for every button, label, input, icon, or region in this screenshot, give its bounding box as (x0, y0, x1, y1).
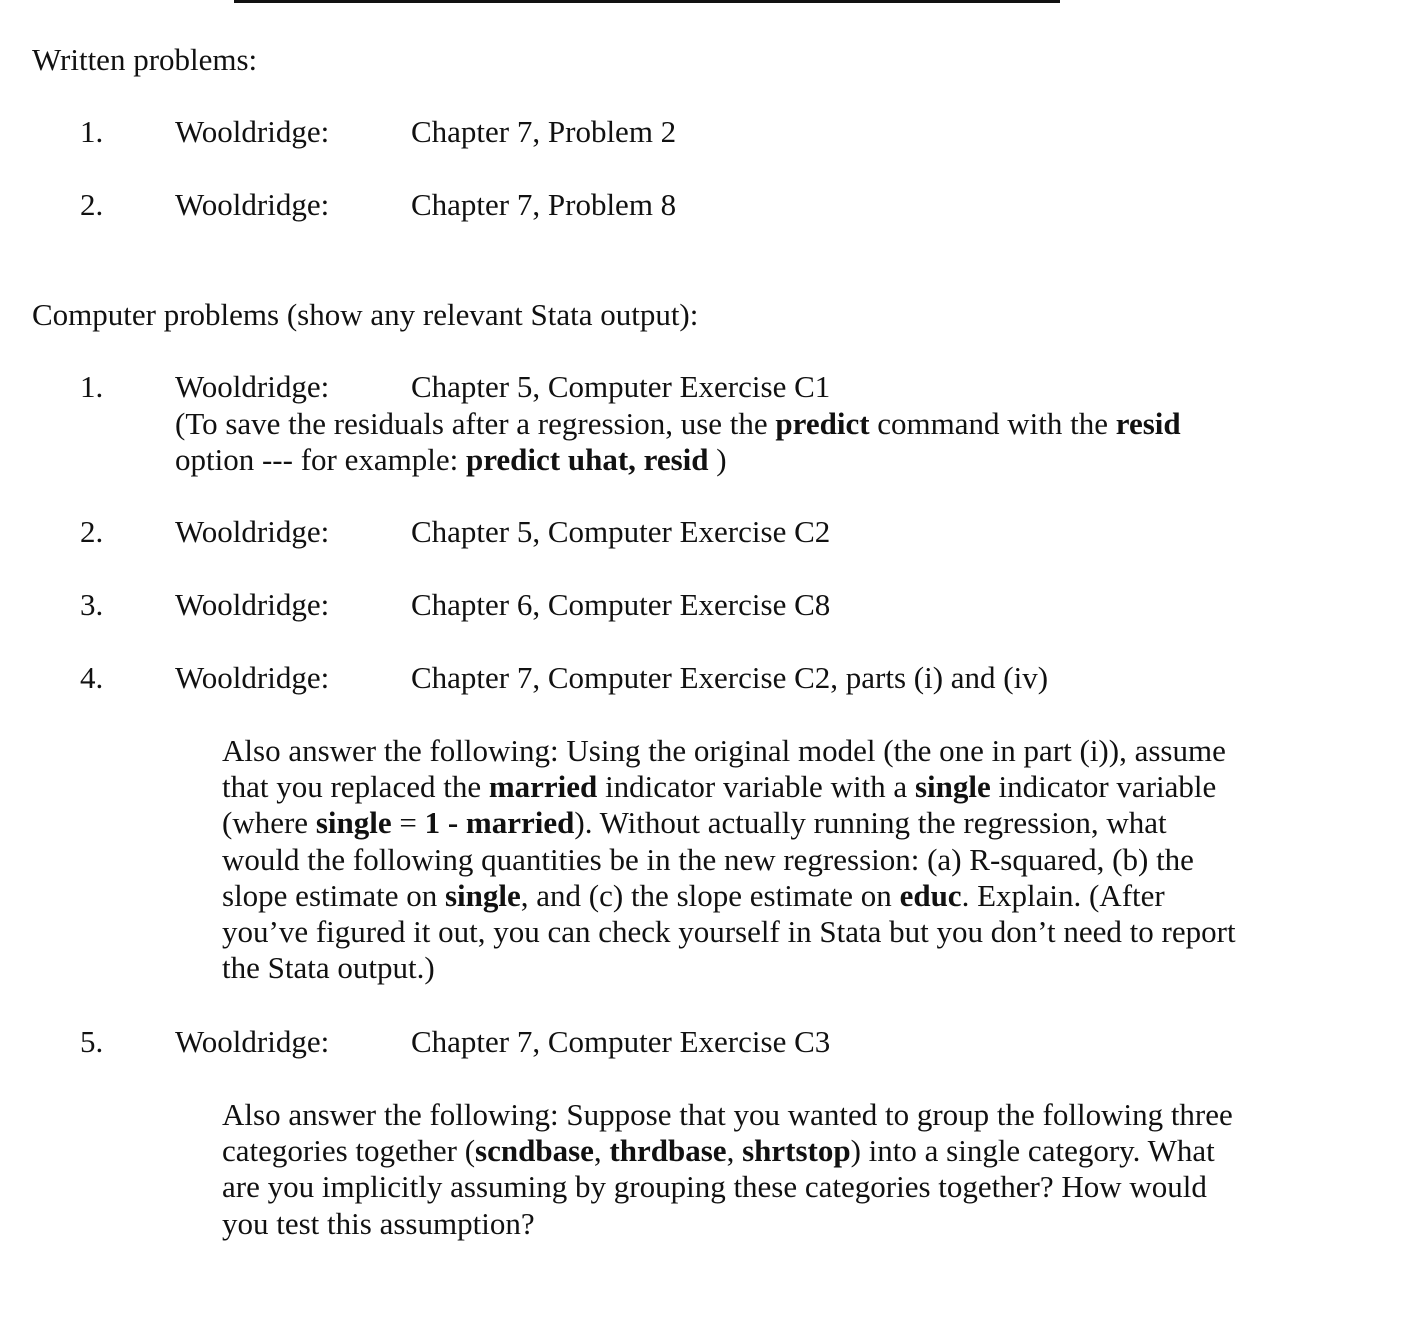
paragraph-line: you’ve figured it out, you can check yourself in Stata but you don’t need to report (222, 914, 1236, 950)
computer-item-3-reference: Chapter 6, Computer Exercise C8 (411, 587, 831, 622)
computer-item-1-reference: Chapter 5, Computer Exercise C1 (411, 369, 831, 404)
computer-item-5-reference: Chapter 7, Computer Exercise C3 (411, 1024, 831, 1059)
computer-item-4-reference: Chapter 7, Computer Exercise C2, parts (i) and (iv) (411, 660, 1049, 695)
written-item-1-number: 1. (80, 114, 104, 149)
paragraph-line: Also answer the following: Suppose that you wanted to group the following three (222, 1097, 1233, 1132)
computer-item-4-source: Wooldridge: (175, 660, 330, 695)
computer-item-5-source: Wooldridge: (175, 1024, 330, 1059)
computer-item-3-number: 3. (80, 587, 104, 622)
written-item-2-number: 2. (80, 187, 104, 222)
computer-item-1-source: Wooldridge: (175, 369, 330, 404)
computer-item-5-extra-question (222, 1097, 1282, 1242)
paragraph-line: you test this assumption? (222, 1205, 535, 1241)
computer-item-4-number: 4. (80, 660, 104, 695)
paragraph-line: would the following quantities be in the new regression: (a) R-squared, (b) the (222, 841, 1194, 877)
computer-item-5-number: 5. (80, 1024, 104, 1059)
written-item-1-source: Wooldridge: (175, 114, 330, 149)
written-problems-heading: Written problems: (32, 42, 258, 77)
computer-item-3-source: Wooldridge: (175, 587, 330, 622)
computer-item-1-note-line-2: option --- for example: predict uhat, resid ) (175, 442, 727, 477)
written-item-1-reference: Chapter 7, Problem 2 (411, 114, 677, 149)
paragraph-line: that you replaced the married indicator variable with a single indicator variable (222, 769, 1217, 805)
computer-item-1-note-line-1: (To save the residuals after a regression, use the predict command with the resid (175, 406, 1181, 441)
written-item-2-source: Wooldridge: (175, 187, 330, 222)
paragraph-line: Also answer the following: Using the original model (the one in part (i)), assume (222, 733, 1226, 768)
computer-problems-heading: Computer problems (show any relevant Stata output): (32, 297, 699, 332)
top-rule (234, 0, 1060, 3)
computer-item-4-extra-question (222, 733, 1282, 986)
paragraph-line: are you implicitly assuming by grouping these categories together? How would (222, 1169, 1207, 1205)
computer-item-1-number: 1. (80, 369, 104, 404)
written-item-2-reference: Chapter 7, Problem 8 (411, 187, 677, 222)
computer-item-2-source: Wooldridge: (175, 514, 330, 549)
paragraph-line: (where single = 1 - married). Without actually running the regression, what (222, 805, 1167, 841)
paragraph-line: categories together (scndbase, thrdbase, shrtstop) into a single category. What (222, 1133, 1215, 1169)
computer-item-2-number: 2. (80, 514, 104, 549)
paragraph-line: the Stata output.) (222, 950, 435, 986)
paragraph-line: slope estimate on single, and (c) the slope estimate on educ. Explain. (After (222, 877, 1165, 913)
computer-item-2-reference: Chapter 5, Computer Exercise C2 (411, 514, 831, 549)
